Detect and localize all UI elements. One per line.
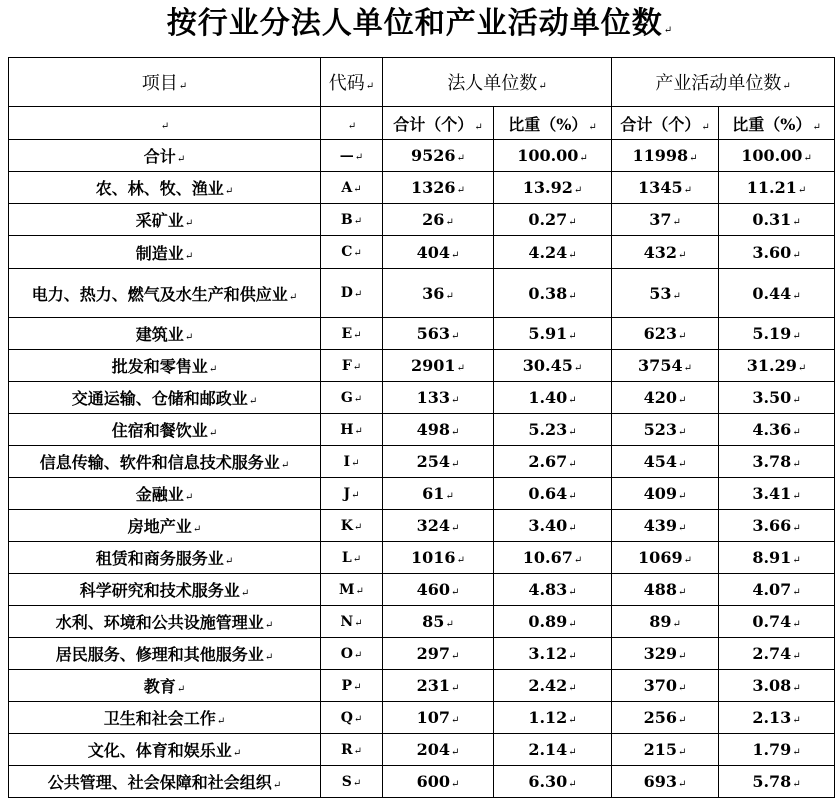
row-name: 科学研究和技术服务业↵ [9, 574, 321, 606]
row-activity-share: 8.91↵ [719, 542, 835, 574]
row-legal-share: 10.67↵ [494, 542, 612, 574]
row-activity-share: 3.41↵ [719, 478, 835, 510]
row-activity-total: 488↵ [612, 574, 719, 606]
page-title: 按行业分法人单位和产业活动单位数↵ [166, 6, 674, 41]
row-activity-share: 3.50↵ [719, 382, 835, 414]
row-activity-total: 623↵ [612, 318, 719, 350]
row-legal-share: 3.40↵ [494, 510, 612, 542]
row-legal-share: 6.30↵ [494, 766, 612, 798]
row-activity-total: 454↵ [612, 446, 719, 478]
row-legal-total: 2901↵ [383, 350, 494, 382]
table-row [9, 638, 835, 670]
row-code: B↵ [321, 204, 383, 236]
row-code: G↵ [321, 382, 383, 414]
row-code: A↵ [321, 172, 383, 204]
row-name: 建筑业↵ [9, 318, 321, 350]
row-activity-share: 0.31↵ [719, 204, 835, 236]
table-row [9, 766, 835, 798]
row-activity-share: 2.13↵ [719, 702, 835, 734]
row-name: 公共管理、社会保障和社会组织↵ [9, 766, 321, 798]
row-name: 电力、热力、燃气及水生产和供应业↵ [9, 269, 321, 318]
row-activity-total: 693↵ [612, 766, 719, 798]
row-legal-share: 4.83↵ [494, 574, 612, 606]
row-legal-total: 133↵ [383, 382, 494, 414]
row-code: L↵ [321, 542, 383, 574]
row-name: 住宿和餐饮业↵ [9, 414, 321, 446]
table-row [9, 510, 835, 542]
table-row [9, 542, 835, 574]
row-activity-share: 11.21↵ [719, 172, 835, 204]
row-legal-share: 0.64↵ [494, 478, 612, 510]
table-row [9, 734, 835, 766]
row-legal-share: 1.40↵ [494, 382, 612, 414]
row-activity-share: 5.78↵ [719, 766, 835, 798]
row-activity-share: 3.08↵ [719, 670, 835, 702]
row-code: J↵ [321, 478, 383, 510]
row-activity-share: 0.44↵ [719, 269, 835, 318]
row-legal-total: 36↵ [383, 269, 494, 318]
table-row [9, 382, 835, 414]
row-legal-share: 0.27↵ [494, 204, 612, 236]
header-legal-units: 法人单位数↵ [383, 58, 612, 107]
row-code: P↵ [321, 670, 383, 702]
row-legal-total: 460↵ [383, 574, 494, 606]
row-name: 批发和零售业↵ [9, 350, 321, 382]
row-name: 信息传输、软件和信息技术服务业↵ [9, 446, 321, 478]
row-legal-share: 0.38↵ [494, 269, 612, 318]
subheader-legal-share: 比重（%）↵ [494, 107, 612, 140]
row-name: 金融业↵ [9, 478, 321, 510]
row-legal-share: 1.12↵ [494, 702, 612, 734]
row-legal-total: 9526↵ [383, 140, 494, 172]
subheader-activity-share: 比重（%）↵ [719, 107, 835, 140]
table-row [9, 140, 835, 172]
row-activity-total: 1345↵ [612, 172, 719, 204]
row-activity-total: 329↵ [612, 638, 719, 670]
table-row [9, 269, 835, 318]
subheader-activity-total: 合计（个）↵ [612, 107, 719, 140]
row-code: C↵ [321, 236, 383, 269]
row-code: F↵ [321, 350, 383, 382]
row-activity-total: 37↵ [612, 204, 719, 236]
row-activity-total: 1069↵ [612, 542, 719, 574]
row-legal-total: 1016↵ [383, 542, 494, 574]
row-legal-share: 100.00↵ [494, 140, 612, 172]
table-row [9, 670, 835, 702]
row-legal-total: 107↵ [383, 702, 494, 734]
table-row [9, 172, 835, 204]
row-code: K↵ [321, 510, 383, 542]
header-code: 代码↵ [321, 58, 383, 107]
table-row [9, 318, 835, 350]
paragraph-mark: ↵ [663, 25, 674, 36]
row-legal-total: 26↵ [383, 204, 494, 236]
row-activity-total: 215↵ [612, 734, 719, 766]
subheader-row [9, 107, 835, 140]
row-legal-share: 13.92↵ [494, 172, 612, 204]
row-activity-share: 100.00↵ [719, 140, 835, 172]
row-code: Q↵ [321, 702, 383, 734]
header-item: 项目↵ [9, 58, 321, 107]
table-row [9, 702, 835, 734]
row-name: 房地产业↵ [9, 510, 321, 542]
row-code: —↵ [321, 140, 383, 172]
row-activity-total: 523↵ [612, 414, 719, 446]
subheader-item-empty: ↵ [9, 107, 321, 140]
row-legal-total: 231↵ [383, 670, 494, 702]
row-legal-total: 324↵ [383, 510, 494, 542]
row-legal-share: 0.89↵ [494, 606, 612, 638]
row-name: 农、林、牧、渔业↵ [9, 172, 321, 204]
row-activity-total: 439↵ [612, 510, 719, 542]
row-legal-total: 404↵ [383, 236, 494, 269]
row-activity-share: 3.66↵ [719, 510, 835, 542]
row-legal-total: 297↵ [383, 638, 494, 670]
row-legal-share: 2.67↵ [494, 446, 612, 478]
header-activity-units: 产业活动单位数↵ [612, 58, 835, 107]
row-legal-total: 254↵ [383, 446, 494, 478]
row-legal-share: 2.42↵ [494, 670, 612, 702]
row-activity-total: 432↵ [612, 236, 719, 269]
row-name: 卫生和社会工作↵ [9, 702, 321, 734]
row-activity-total: 409↵ [612, 478, 719, 510]
row-legal-total: 1326↵ [383, 172, 494, 204]
row-legal-share: 2.14↵ [494, 734, 612, 766]
row-activity-share: 31.29↵ [719, 350, 835, 382]
row-name: 交通运输、仓储和邮政业↵ [9, 382, 321, 414]
row-name: 租赁和商务服务业↵ [9, 542, 321, 574]
table-row [9, 414, 835, 446]
row-legal-total: 61↵ [383, 478, 494, 510]
row-name: 合计↵ [9, 140, 321, 172]
row-name: 采矿业↵ [9, 204, 321, 236]
row-activity-total: 420↵ [612, 382, 719, 414]
row-code: I↵ [321, 446, 383, 478]
row-name: 水利、环境和公共设施管理业↵ [9, 606, 321, 638]
row-legal-share: 5.91↵ [494, 318, 612, 350]
row-code: O↵ [321, 638, 383, 670]
row-code: N↵ [321, 606, 383, 638]
table-row [9, 606, 835, 638]
table-row [9, 204, 835, 236]
row-legal-total: 204↵ [383, 734, 494, 766]
row-activity-total: 256↵ [612, 702, 719, 734]
row-activity-share: 3.78↵ [719, 446, 835, 478]
row-code: H↵ [321, 414, 383, 446]
row-activity-total: 370↵ [612, 670, 719, 702]
row-activity-share: 4.36↵ [719, 414, 835, 446]
table-row [9, 478, 835, 510]
row-name: 教育↵ [9, 670, 321, 702]
row-code: D↵ [321, 269, 383, 318]
row-legal-total: 498↵ [383, 414, 494, 446]
table-row [9, 350, 835, 382]
row-code: E↵ [321, 318, 383, 350]
row-activity-total: 89↵ [612, 606, 719, 638]
row-activity-total: 53↵ [612, 269, 719, 318]
row-name: 居民服务、修理和其他服务业↵ [9, 638, 321, 670]
table-row [9, 236, 835, 269]
row-code: R↵ [321, 734, 383, 766]
row-legal-total: 600↵ [383, 766, 494, 798]
row-activity-share: 0.74↵ [719, 606, 835, 638]
row-legal-share: 30.45↵ [494, 350, 612, 382]
row-activity-share: 1.79↵ [719, 734, 835, 766]
row-legal-share: 4.24↵ [494, 236, 612, 269]
row-activity-share: 4.07↵ [719, 574, 835, 606]
subheader-legal-total: 合计（个）↵ [383, 107, 494, 140]
subheader-code-empty: ↵ [321, 107, 383, 140]
row-name: 制造业↵ [9, 236, 321, 269]
row-activity-share: 2.74↵ [719, 638, 835, 670]
table-row [9, 574, 835, 606]
row-code: M↵ [321, 574, 383, 606]
row-name: 文化、体育和娱乐业↵ [9, 734, 321, 766]
row-legal-total: 85↵ [383, 606, 494, 638]
row-legal-share: 3.12↵ [494, 638, 612, 670]
row-activity-total: 3754↵ [612, 350, 719, 382]
header-row [9, 58, 835, 107]
table-row [9, 446, 835, 478]
row-activity-share: 3.60↵ [719, 236, 835, 269]
industry-units-table [8, 57, 835, 798]
row-legal-total: 563↵ [383, 318, 494, 350]
row-activity-share: 5.19↵ [719, 318, 835, 350]
row-activity-total: 11998↵ [612, 140, 719, 172]
row-legal-share: 5.23↵ [494, 414, 612, 446]
row-code: S↵ [321, 766, 383, 798]
